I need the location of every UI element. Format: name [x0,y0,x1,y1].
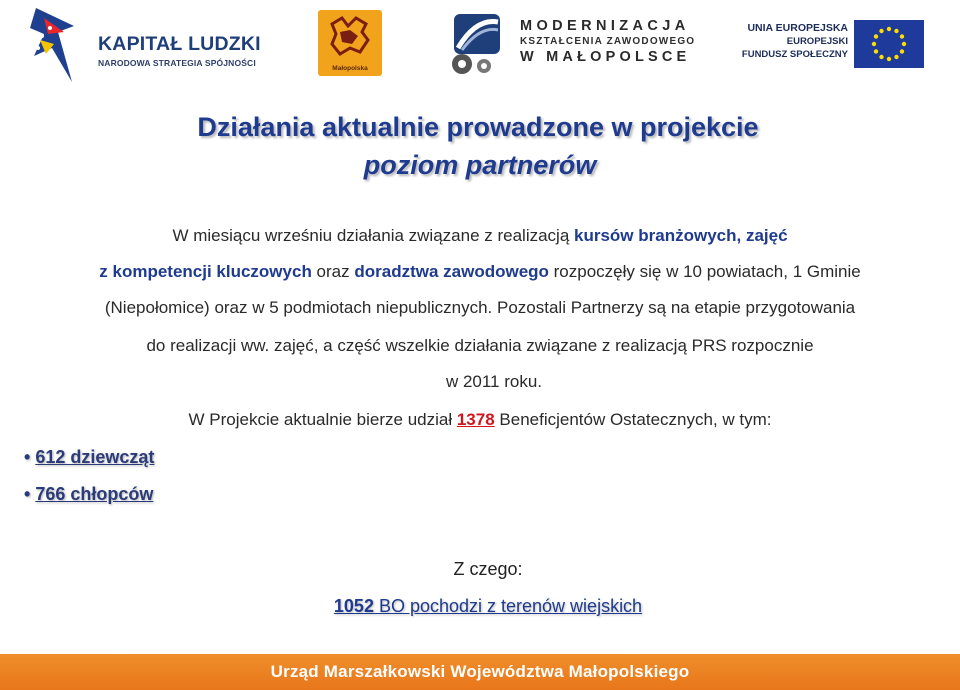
eu-line3: FUNDUSZ SPOŁECZNY [741,49,848,60]
beneficiaries-count: 1378 [456,410,495,429]
text-run: W Projekcie aktualnie bierze udział [188,410,457,429]
paragraph-line5: w 2011 roku. [445,372,543,391]
bullet-text: 612 dziewcząt [35,447,155,467]
rural-beneficiaries [0,596,960,617]
malopolska-emblem-icon [318,12,382,68]
kapital-ludzki-title: KAPITAŁ LUDZKI [98,33,261,55]
z-czego-label: Z czego: [453,559,523,579]
highlight-doradztwo: doradztwa zawodowego [354,262,549,281]
heading-line1: Działania aktualnie prowadzone w projekcie [197,112,759,142]
text-run: rozpoczęły się w 10 powiatach, 1 Gminie [548,262,861,281]
modernizacja-line2: KSZTAŁCENIA ZAWODOWEGO [520,36,696,47]
bullet-boys [24,484,153,505]
rural-count: 1052 [333,596,374,616]
bullet-marker: • [24,447,31,467]
paragraph-line3: (Niepołomice) oraz w 5 podmiotach niepublicznych. Pozostali Partnerzy są na etapie przygotowania [104,298,856,317]
modernizacja-emblem [440,8,510,78]
bullet-marker: • [24,484,31,504]
malopolska-label: Małopolska [332,65,368,72]
paragraph-line1 [0,226,960,246]
modernizacja-line1: MODERNIZACJA [520,18,690,34]
heading-line2: poziom partnerów [363,150,597,180]
paragraph-line4: do realizacji ww. zajęć, a część wszelkie działania związane z realizacją PRS rozpocznie [146,336,814,355]
eu-line1: UNIA EUROPEJSKA [747,22,848,34]
modernizacja-line3: W MAŁOPOLSCE [520,49,691,65]
rural-text: BO pochodzi z terenów wiejskich [373,596,643,616]
highlight-kursy: kursów branżowych [574,226,737,245]
gear-road-icon [440,8,510,78]
malopolska-logo [318,10,382,76]
modernizacja-logo [520,18,700,65]
text-run: W miesiącu wrześniu działania związane z realizacją [172,226,575,245]
paragraph-line2 [0,262,960,282]
eu-logo [730,20,930,80]
footer-text: Urząd Marszałkowski Województwa Małopolskiego [270,662,690,681]
paragraph-line6 [0,410,960,430]
bullet-girls [24,447,154,468]
highlight-kompetencje: z kompetencji kluczowych [99,262,312,281]
footer-bar [0,654,960,690]
text-run: , [736,226,746,245]
bullet-text: 766 chłopców [35,484,154,504]
kapital-ludzki-subtitle: NARODOWA STRATEGIA SPÓJNOŚCI [98,58,256,68]
text-run: oraz [311,262,355,281]
logo-bar [0,0,960,92]
text-run: Beneficjentów Ostatecznych, w tym: [494,410,772,429]
kapital-ludzki-star-icon [28,4,90,86]
kapital-ludzki-logo [28,4,278,86]
highlight-zajecia: zajęć [745,226,788,245]
eu-line2: EUROPEJSKI [786,36,848,47]
eu-flag-icon [854,20,924,68]
